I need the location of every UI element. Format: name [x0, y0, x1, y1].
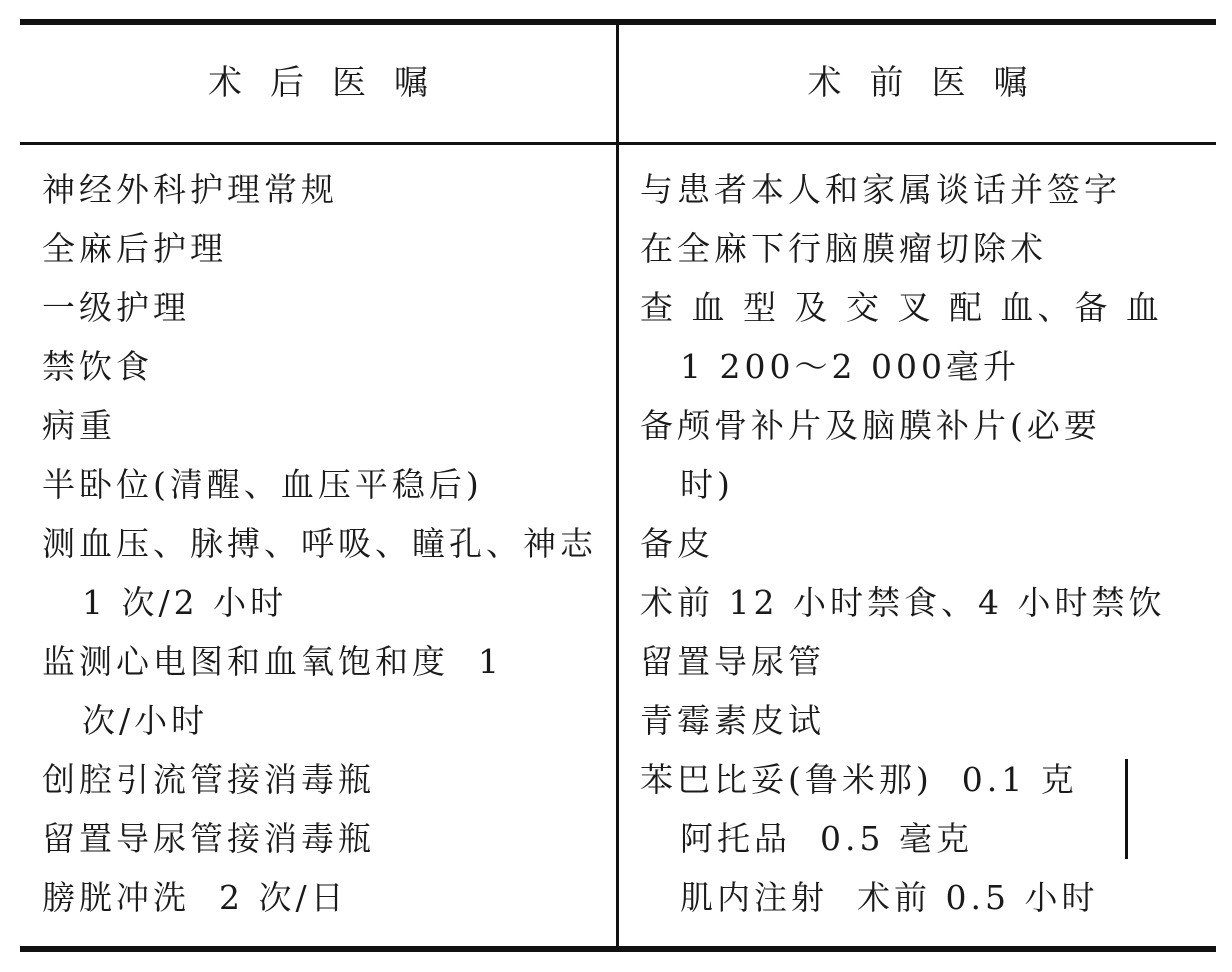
post-op-orders-list	[42, 160, 602, 927]
column-divider	[616, 22, 619, 952]
order-line: 青霉素皮试	[640, 701, 825, 740]
order-line: 全麻后护理	[42, 229, 227, 268]
order-line: 创腔引流管接消毒瓶	[42, 760, 375, 799]
order-line: 查 血 型 及 交 叉 配 血、备 血	[640, 288, 1163, 327]
order-line: 留置导尿管接消毒瓶	[42, 819, 375, 858]
order-line: 备皮	[640, 524, 714, 563]
order-line: 与患者本人和家属谈话并签字	[640, 170, 1121, 209]
header-pre-op-orders: 术前医嘱	[807, 63, 1056, 103]
order-line: 病重	[42, 406, 116, 445]
order-line-continuation: 阿托品 0.5 毫克	[680, 819, 973, 858]
order-line: 监测心电图和血氧饱和度 1	[42, 642, 503, 681]
order-line: 一级护理	[42, 288, 190, 327]
order-line-continuation: 次/小时	[82, 701, 209, 740]
order-line: 膀胱冲洗 2 次/日	[42, 878, 348, 917]
order-line: 神经外科护理常规	[42, 170, 338, 209]
header-post-op-orders: 术后医嘱	[208, 63, 456, 103]
order-line: 测血压、脉搏、呼吸、瞳孔、神志	[42, 524, 597, 563]
order-line-continuation: 时)	[680, 465, 734, 504]
order-line: 禁饮食	[42, 347, 153, 386]
order-line: 半卧位(清醒、血压平稳后)	[42, 465, 483, 504]
order-line: 苯巴比妥(鲁米那) 0.1 克	[640, 760, 1078, 799]
order-line-continuation: 1 次/2 小时	[82, 583, 288, 622]
order-line-continuation: 1 200～2 000毫升	[680, 347, 1020, 386]
order-line: 术前 12 小时禁食、4 小时禁饮	[640, 583, 1166, 622]
medication-group-bracket	[1125, 759, 1128, 859]
pre-op-orders-list	[640, 160, 1200, 927]
order-line-continuation: 肌内注射 术前 0.5 小时	[680, 878, 1099, 917]
order-line: 备颅骨补片及脑膜补片(必要	[640, 406, 1101, 445]
order-line: 在全麻下行脑膜瘤切除术	[640, 229, 1047, 268]
order-line: 留置导尿管	[640, 642, 825, 681]
